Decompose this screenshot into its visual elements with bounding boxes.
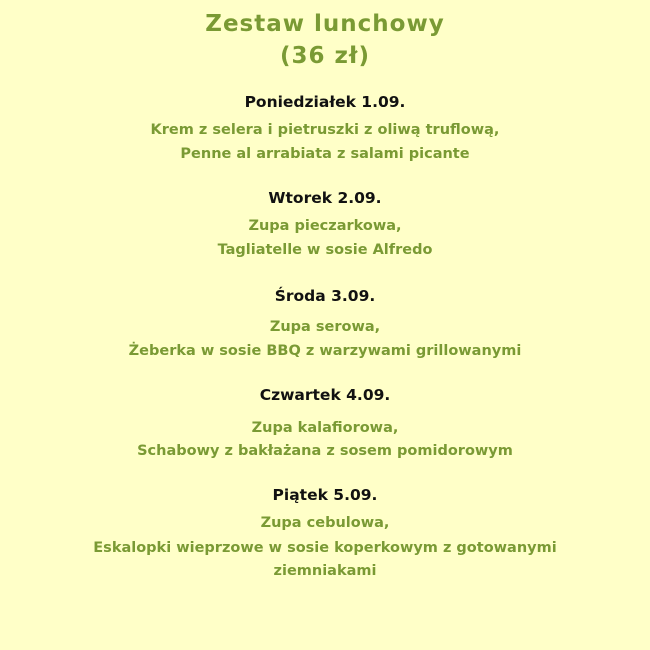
- dish-line: Tagliatelle w sosie Alfredo: [217, 242, 433, 258]
- day-heading-thursday: Czwartek 4.09.: [259, 386, 391, 404]
- dish-line: Penne al arrabiata z salami picante: [180, 146, 470, 162]
- dish-line: Zupa pieczarkowa,: [248, 218, 402, 234]
- dish-line: Zupa cebulowa,: [260, 515, 390, 531]
- dish-line: Żeberka w sosie BBQ z warzywami grillowanymi: [128, 343, 522, 359]
- day-heading-friday: Piątek 5.09.: [272, 486, 378, 504]
- dish-line: Schabowy z bakłażana z sosem pomidorowym: [137, 443, 513, 459]
- dish-line: Zupa kalafiorowa,: [251, 420, 399, 436]
- day-heading-tuesday: Wtorek 2.09.: [268, 189, 382, 207]
- day-heading-monday: Poniedziałek 1.09.: [244, 93, 406, 111]
- menu-title: Zestaw lunchowy: [205, 11, 445, 37]
- dish-line: ziemniakami: [273, 563, 377, 579]
- menu-price: (36 zł): [280, 43, 370, 69]
- dish-line: Krem z selera i pietruszki z oliwą truflową,: [150, 122, 500, 138]
- day-heading-wednesday: Środa 3.09.: [274, 287, 376, 305]
- dish-line: Eskalopki wieprzowe w sosie koperkowym z gotowanymi: [93, 540, 557, 556]
- dish-line: Zupa serowa,: [269, 319, 381, 335]
